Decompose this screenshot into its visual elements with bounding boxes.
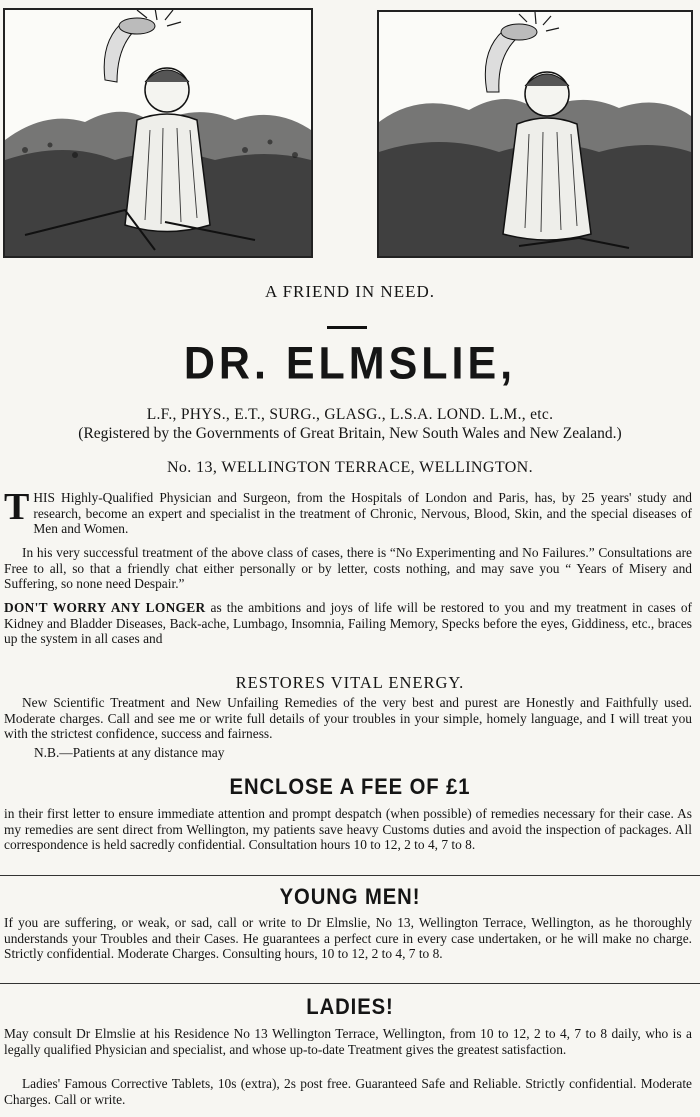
drop-cap: T (4, 486, 30, 528)
young-men-heading: YOUNG MEN! (279, 884, 421, 909)
restores-heading: RESTORES VITAL ENERGY. (235, 673, 465, 692)
intro-paragraph (4, 486, 692, 537)
goddess-with-torch-right-image (379, 12, 691, 256)
dont-worry-lead: DON'T WORRY ANY LONGER (4, 600, 206, 615)
young-men-paragraph: If you are suffering, or weak, or sad, call or write to Dr Elmslie, No 13, Wellington Terrace, Wellington, as he thoroughly understands your Troubles and their Cases. He guarantees a perfect cure in every case undertaken, or he will make no charge. Strictly confidential. Moderate Charges. Consulting hours, 10 to 12, 2 to 4, 7 to 8. (4, 915, 692, 962)
address: No. 13, WELLINGTON TERRACE, WELLINGTON. (166, 459, 534, 476)
registration: (Registered by the Governments of Great Britain, New South Wales and New Zealand.) (78, 425, 622, 442)
credentials: L.F., PHYS., E.T., SURG., GLASG., L.S.A. LOND. L.M., etc. (146, 406, 554, 423)
illustration-left (3, 8, 313, 258)
section-divider (0, 875, 700, 876)
section-divider (0, 983, 700, 984)
fee-paragraph: in their first letter to ensure immediate attention and prompt despatch (when possible) of remedies necessary for their case. As my remedies are sent direct from Wellington, my patients save heavy Customs duties and avoid the inspection of packages. All correspondence is held sacredly confidential. Consultation hours 10 to 12, 2 to 4, 7 to 8. (4, 806, 692, 853)
goddess-with-torch-left-image (5, 10, 311, 256)
dont-worry-paragraph (4, 600, 692, 647)
tagline: A FRIEND IN NEED. (265, 282, 435, 301)
scientific-paragraph: New Scientific Treatment and New Unfailing Remedies of the very best and purest are Honestly and Faithfully used. Moderate charges. Call and see me or write full details of your troubles in your simple, homely language, and I will treat you with the strictest confidence, success and fairness. (4, 695, 692, 742)
illustration-right (377, 10, 693, 258)
doctor-name: DR. ELMSLIE, (183, 338, 517, 390)
dont-worry-text: as the ambitions and joys of life will be restored to you and my treatment in cases of Kidney and Bladder Diseases, Back-ache, Lumbago, Insomnia, Failing Memory, Specks before the eyes, Giddiness, etc., braces up the system in all cases and (4, 600, 692, 647)
ladies-heading: LADIES! (306, 994, 394, 1019)
ladies-paragraph: May consult Dr Elmslie at his Residence No 13 Wellington Terrace, Wellington, from 10 to 12, 2 to 4, 7 to 8 daily, who is a legally qualified Physician and specialist, and whose up-to-date Treatment gives the greatest satisfaction. (4, 1026, 692, 1057)
nb-line: N.B.—Patients at any distance may (34, 745, 225, 760)
ladies-tablets-paragraph: Ladies' Famous Corrective Tablets, 10s (extra), 2s post free. Guaranteed Safe and Reliable. Strictly confidential. Moderate Charges. Call or write. (4, 1076, 692, 1107)
intro-text: HIS Highly-Qualified Physician and Surgeon, from the Hospitals of London and Paris, has, by 25 years' study and research, become an expert and specialist in the treatment of Chronic, Nervous, Blood, Skin, and the special diseases of Men and Women. (33, 490, 692, 537)
fee-heading: ENCLOSE A FEE OF £1 (229, 774, 471, 799)
divider (327, 326, 367, 329)
no-experimenting-paragraph: In his very successful treatment of the above class of cases, there is “No Experimenting and No Failures.” Consultations are Free to all, so that a friendly chat either personally or by letter, costs nothing, and may save you “ Years of Misery and Suffering, so none need Despair.” (4, 545, 692, 592)
